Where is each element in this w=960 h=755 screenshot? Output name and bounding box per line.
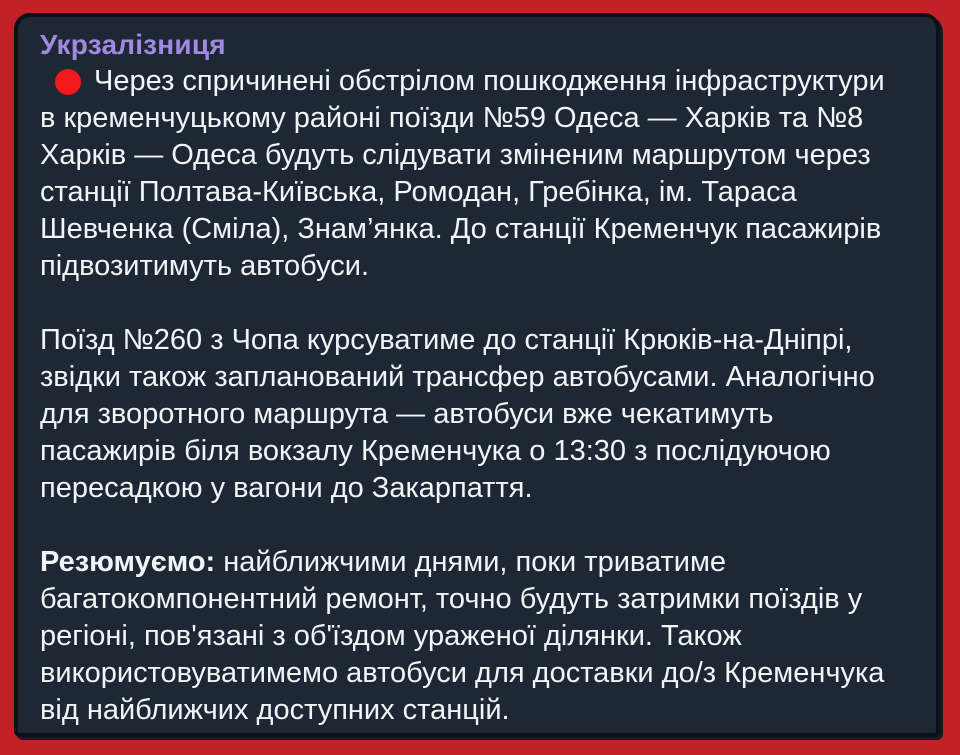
message-line: Шевченка (Сміла), Знам’янка. До станції Кременчук пасажирів	[40, 213, 882, 245]
message-line: використовуватимемо автобуси для доставки до/з Кременчука	[40, 657, 885, 689]
summary-label: Резюмуємо:	[40, 546, 216, 578]
message-line: Харків — Одеса будуть слідувати зміненим маршрутом через	[40, 139, 871, 171]
paragraph-3	[40, 544, 918, 729]
message-line: в кременчуцькому районі поїзди №59 Одеса — Харків та №8	[40, 102, 864, 134]
message-line: станції Полтава-Київська, Ромодан, Гребінка, ім. Тараса	[40, 176, 797, 208]
message-line	[40, 63, 918, 100]
message-line-text: Через спричинені обстрілом пошкодження інфраструктури	[94, 65, 885, 97]
message-line: багатокомпонентний ремонт, точно будуть затримки поїздів у	[40, 583, 863, 615]
message-line: звідки також запланований трансфер автобусами. Аналогічно	[40, 361, 875, 393]
message-line-text: найближчими днями, поки триватиме	[215, 546, 727, 578]
message-line: регіоні, пов'язані з об'їздом ураженої ділянки. Також	[40, 620, 742, 652]
message-line: для зворотного маршрута — автобуси вже чекатимуть	[40, 398, 774, 430]
message-line: підвозитимуть автобуси.	[40, 250, 370, 282]
paragraph-2	[40, 322, 918, 507]
message-line: пасажирів біля вокзалу Кременчука о 13:30 з послідуючою	[40, 435, 831, 467]
red-circle-emoji	[55, 69, 81, 95]
message-line	[40, 544, 918, 581]
message-line: від найближчих доступних станцій.	[40, 694, 510, 726]
paragraph-1	[40, 63, 918, 285]
channel-name[interactable]: Укрзалізниця	[40, 29, 226, 60]
message-line: пересадкою у вагони до Закарпаття.	[40, 472, 533, 504]
message-bubble	[14, 13, 940, 737]
message-line: Поїзд №260 з Чопа курсуватиме до станції Крюків-на-Дніпрі,	[40, 324, 853, 356]
